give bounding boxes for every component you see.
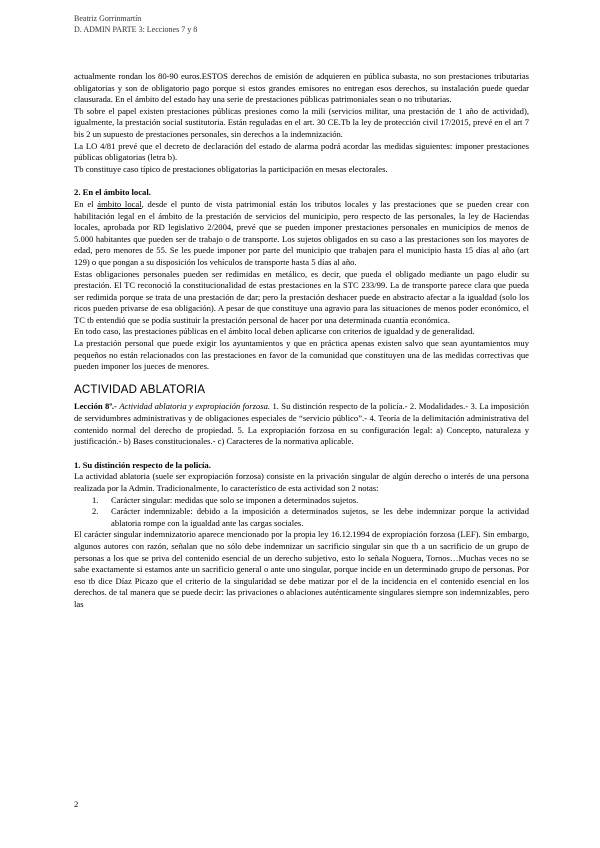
- lesson-label: Lección 8ª.-: [74, 401, 117, 412]
- paragraph: Estas obligaciones personales pueden ser redimidas en metálico, es decir, que pueda el obligado mediante un pago eludir su prestación. El TC reconoció la constitucionalidad de estas prestaciones en la STC 233/99. La de transporte parece clara que pueda ser redimida porque se trata de una prestación de dar; pero la prestación deshacer puede en abstracto afectar a la igualdad (solo los ricos pueden privarse de esa obligación). A pesar de que constituye una agravio para las situaciones de menos poder económico, el TC tb entendió que se podía sustituir la prestación personal de hacer por una determinada cuantía económica.: [74, 268, 529, 325]
- list-item: [74, 495, 529, 507]
- lesson-topics: 1. Su distinción respecto de la policía.- 2. Modalidades.- 3. La imposición de servidumbres administrativas y de obligaciones especiales de “servicio público”.- 4. Teoría de la delimitación administrativa del contenido normal del derecho de propiedad. 5. La expropiación forzosa en su configuración legal: a) Concepto, naturaleza y justificación.- b) Bases constitucionales.- c) Caracteres de la normativa aplicable.: [74, 401, 529, 447]
- chapter-heading: ACTIVIDAD ABLATORIA: [74, 383, 206, 396]
- header-author: Beatriz Gorrinmartín: [74, 14, 142, 23]
- section-title-distinction: 1. Su distinción respecto de la policía.: [74, 459, 211, 470]
- paragraph: En todo caso, las prestaciones públicas en el ámbito local deben aplicarse con criterios de igualdad y de generalidad.: [74, 326, 475, 337]
- paragraph: [74, 199, 529, 269]
- list-text: Carácter indemnizable: debido a la imposición a determinados sujetos, se les debe indemnizar porque la actividad ablatoria rompe con la igualdad ante las cargas sociales.: [111, 506, 529, 528]
- list-item: [74, 506, 529, 529]
- paragraph: Tb constituye caso típico de prestaciones obligatorias la participación en mesas electorales.: [74, 163, 388, 174]
- list-text: Carácter singular: medidas que solo se imponen a determinados sujetos.: [111, 494, 359, 505]
- header-course: D. ADMIN PARTE 3: Lecciones 7 y 8: [74, 25, 198, 34]
- underlined-term: ámbito local: [97, 198, 142, 209]
- paragraph: La prestación personal que puede exigir los ayuntamientos y que en práctica apenas existen salvo que sean ayuntamientos muy pequeños no están relacionados con las prestaciones en favor de la comunidad que constituyen una de las medidas correctivas que pueden imponer los jueces de menores.: [74, 338, 529, 372]
- list-number: 2.: [92, 506, 99, 517]
- section-title-local: 2. En el ámbito local.: [74, 187, 151, 198]
- paragraph: El carácter singular indemnizatorio aparece mencionado por la propia ley 16.12.1994 de expropiación forzosa (LEF). Sin embargo, algunos autores con razón, señalan que no sólo debe indemnizar un sacrificio singular sin que tb a un sacrificio de un grupo de personas a los que se priva del contenido esencial de un derecho subjetivo, esto lo señala Noguera, Tornos…Muchas veces no se sabe exactamente si estamos ante un sacrificio general o ante uno singular, porque incide en un determinado grupo de personas. Por eso tb dice Díaz Picazo que el criterio de la singularidad se debe matizar por el de la incidencia en el contenido esencial en los derechos. de tal manera que se puede decir: las privaciones o ablaciones auténticamente singulares siempre son indemnizables, pero las: [74, 529, 529, 609]
- document-body: [74, 71, 529, 611]
- paragraph: actualmente rondan los 80-90 euros.ESTOS derechos de emisión de adquieren en pública subasta, no son prestaciones tributarias obligatorias y son de obligatorio pago porque si estos grandes emisores no entregan esos derechos, su instalación puede quedar clausurada. En el ámbito del estado hay una serie de prestaciones públicas patrimoniales sean o no tributarias.: [74, 71, 529, 105]
- page-number: 2: [74, 799, 79, 809]
- paragraph-start: En el: [74, 198, 98, 209]
- paragraph: Tb sobre el papel existen prestaciones públicas presiones como la mili (servicios militar, una prestación de 1 año de actividad), igualmente, la prestación social sustitutoria. Están reguladas en el art. 30 CE.Tb la ley de protección civil 17/2015, prevé en el art 7 bis 2 un supuesto de prestaciones personales, sin derechos a la indemnización.: [74, 105, 529, 139]
- paragraph: La LO 4/81 prevé que el decreto de declaración del estado de alarma podrá acordar las medidas siguientes: imponer prestaciones públicas obligatorias (letra b).: [74, 140, 529, 163]
- paragraph-rest: , desde el punto de vista patrimonial están los tributos locales y las prestaciones que se pueden crear con habilitación legal en el ámbito de la prestación de servicios del municipio, pero respecto de las personales, la ley de Haciendas locales, aprobada por RD legislativo 2/2004, prevé que se pueden imponer prestaciones personales en municipios de menos de 5.000 habitantes que pueden ser de trabajo o de transporte. Los sujetos obligados en su caso a las prestaciones son los mayores de edad, pero menores de 55. Se les puede imponer por parte del municipio que trabajen para el municipio hasta 15 días al año (art 129) o que pongan a su disposición los vehículos de transporte hasta 5 días al año.: [74, 198, 530, 267]
- page-header: [74, 13, 197, 35]
- paragraph: La actividad ablatoria (suele ser expropiación forzosa) consiste en la privación singular de algún derecho o interés de una persona realizada por la Admin. Tradicionalmente, lo característico de esta actividad son 2 notas:: [74, 471, 529, 493]
- lesson-summary: [74, 401, 529, 447]
- lesson-title: Actividad ablatoria y expropiación forzosa.: [119, 401, 271, 412]
- notes-list: [74, 495, 529, 530]
- list-number: 1.: [92, 494, 99, 505]
